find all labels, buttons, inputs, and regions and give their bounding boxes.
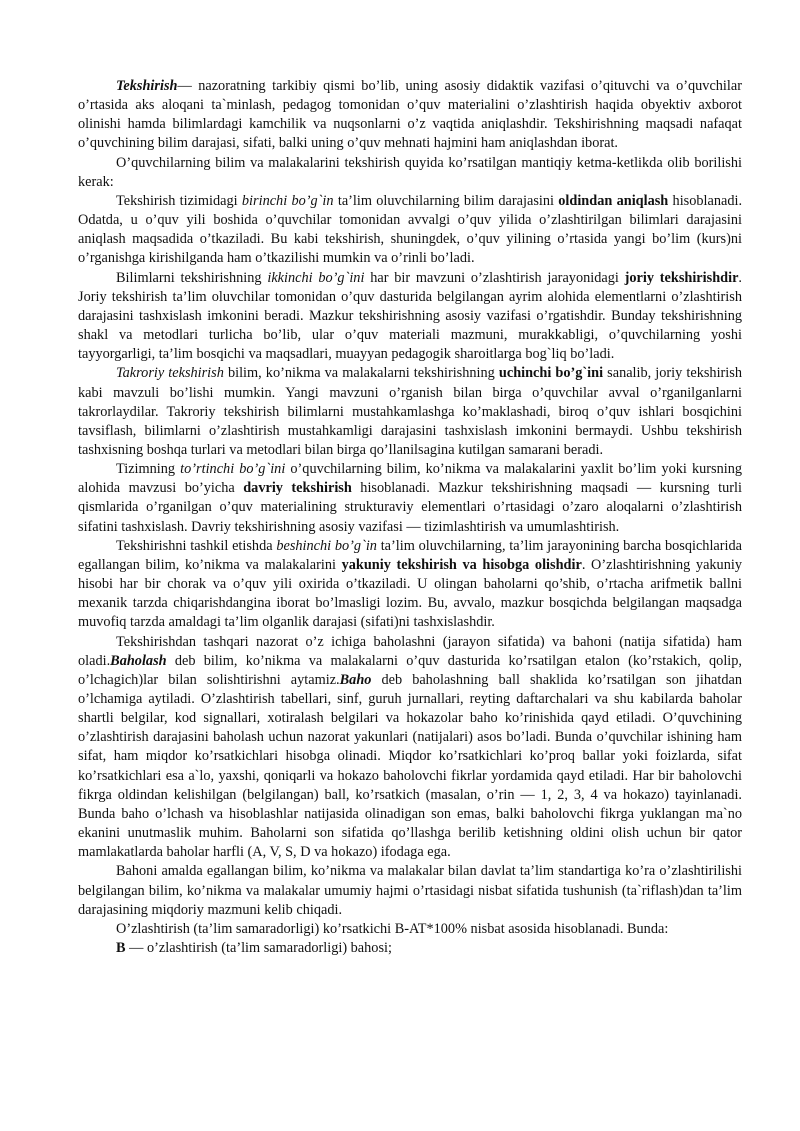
paragraph-fifth-link <box>78 537 742 633</box>
paragraph-first-link <box>78 192 742 269</box>
text: Tekshirish tizimidagi <box>116 192 242 209</box>
term-joriy-tekshirish: joriy tekshirishdir <box>624 269 739 286</box>
text: O’quvchilarning bilim va malakalarini tekshirish quyida ko’rsatilgan mantiqiy ketma-ketlikda olib borilishi kerak: <box>78 154 742 190</box>
text: hisoblanadi. Odatda, u o’quv yili boshida o’quvchilar tomonidan avvalgi o’quv yilida o’zlashtirilgan bilimlari darajasini aniqlash maqsadida o’tkaziladi. Bu kabi tekshirish, shuningdek, o’quv yilining o’rtasida yangi bo’lim (kurs)ni o’rganishga kirishilganda ham o’tkazilishi mumkin va o’rinli bo’ladi. <box>78 192 743 267</box>
text: O’zlashtirish (ta’lim samaradorligi) ko’rsatkichi B-AT*100% nisbat asosida hisoblanadi. Bunda: <box>116 920 669 937</box>
paragraph-tekshirish-definition <box>78 77 742 154</box>
term-tortinchi-bogini: to’rtinchi bo’g`ini <box>180 461 286 478</box>
text: hisoblanadi. Mazkur tekshirishning maqsadi — kursning turli qismlarida o’rganilgan o’quv materialining strukturaviy elementlari o’rtasidagi o’zaro aloqalarni o’zlashtirish sifatini tashxislash. Davriy tekshirishning asosiy vazifasi — tizimlashtirish va umumlashtirish. <box>78 480 743 535</box>
text: Tizimning <box>116 461 181 478</box>
term-davriy-tekshirish: davriy tekshirish <box>243 480 352 497</box>
paragraph-baho-ratio <box>78 862 742 919</box>
text: Tekshirishdan tashqari nazorat o’z ichiga baholashni (jarayon sifatida) va bahoni (natija sifatida) ham oladi. <box>78 633 742 669</box>
paragraph-baholash <box>78 633 742 863</box>
text: — o’zlashtirish (ta’lim samaradorligi) bahosi; <box>125 940 392 957</box>
paragraph-b-definition <box>78 939 742 958</box>
text: Tekshirishni tashkil etishda <box>116 537 277 554</box>
text: — nazoratning tarkibiy qismi bo’lib, uning asosiy didaktik vazifasi o’qituvchi va o’quvchilar o’rtasida aks aloqani ta`minlash, pedagog tomonidan o’quv materialini o’zlashtirish haqida obyektiv axborot olinishi hamda bilimlardagi kamchilik va nuqsonlarni o’z vaqtida aniqlashdir. Tekshirishning maqsadi nafaqat o’quvchining bilim darajasi, sifati, balki uning o’quv mehnati hajmini ham aniqlashdan iborat. <box>78 78 742 152</box>
text: har bir mavzuni o’zlashtirish jarayonidagi <box>364 269 625 286</box>
term-ikkinchi-bogini: ikkinchi bo’g`ini <box>267 269 365 286</box>
paragraph-sequence-intro <box>78 154 742 192</box>
paragraph-fourth-link <box>78 460 742 537</box>
text: ta’lim oluvchilarning bilim darajasini <box>333 192 559 209</box>
text: deb bilim, ko’nikma va malakalarni o’quv dasturida ko’rsatilgan etalon (ko’rstakich, qolip, o’lchagich)lar bilan solishtirishni aytamiz. <box>78 652 742 688</box>
paragraph-formula <box>78 920 742 939</box>
term-baho: Baho <box>339 671 372 688</box>
term-b: B <box>116 940 126 957</box>
text: . O’zlashtirishning yakuniy hisobi har bir chorak va o’quv yili oxirida o’tkaziladi. U olingan baholarni qo’shib, o’rtacha arifmetik ballni mexanik tarzda chiqarishdangina iborat bo’lmasligi lozim. Bu, avvalo, mazkur bosqichda belgilangan maqsadga muvofiq tarzda amaldagi ta’lim olganlik darajasi (sifati)ni tashxislashdir. <box>78 556 742 631</box>
term-yakuniy-tekshirish: yakuniy tekshirish va hisobga olishdir <box>341 556 582 573</box>
text: ta’lim oluvchilarning, ta’lim jarayonining barcha bosqichlarida egallangan bilim, ko’nikma va malakalarini <box>78 537 742 573</box>
text: sanalib, joriy tekshirish kabi mavzuli bo’lishi mumkin. Yangi mavzuni o’rganish bilan birga o’quvchilar avval o’rganilganlarni takrorlaydilar. Takroriy tekshirish bilimlarni mustahkamlashga ko’maklashadi, biroq o’quv ishlari bosqichini tavsiflash, bilimlarni o’zlashtirish mustahkamligi darajasini tashxislash imkonini bermaydi. Ushbu tekshirish tashxisning boshqa turlari va metodlari bilan birga qo’llanilsagina kutilgan samarani beradi. <box>78 365 742 458</box>
text: . Joriy tekshirish ta’lim oluvchilar tomonidan o’quv dasturida belgilangan ayrim alohida elementlarni o’zlashtirish darajasini tashxislash imkonini beradi. Mazkur tekshirishning asosiy vazifasi o’rgatishdir. Bunday tekshirishning shakl va metodlari turlicha bo’lib, ular o’quv materiali mazmuni, murakkabligi, o’quvchilarning yoshi tayyorgarligi, ta’lim bosqichi va maqsadlari, muayyan pedagogik sharoitlarga bog`liq bo’ladi. <box>78 269 742 363</box>
term-oldindan-aniqlash: oldindan aniqlash <box>558 192 669 209</box>
term-beshinchi-bogin: beshinchi bo’g`in <box>276 537 377 554</box>
paragraph-second-link <box>78 269 742 365</box>
text: deb baholashning ball shaklida ko’rsatilgan son jihatdan o’lchamiga aytiladi. O’zlashtirish tabellari, sinf, guruh jurnallari, reyting daftarchalari va shu kabilarda baholar shartli belgilar, kod signallari, xotiralash belgilari va hokazolar baho ko’rinishida qayd etiladi. O’quvchining o’zlashtirish darajasini baholash uchun nazorat yakunlari (natijalari) asos bo’ladi. Bunda o’quvchilar ishining ham sifat, ham miqdor ko’rsatkichlari hisobga olinadi. Miqdor ko’rsatkichlari ko’proq ballar yoki foizlarda, sifat ko’rsatkichlari esa a`lo, yaxshi, qoniqarli va hokazo baholovchi fikrlar yordamida qayd etiladi. Har bir baholovchi fikrga oldindan kelishilgan (belgilangan) ball, ko’rsatkich (masalan, o’rin — 1, 2, 3, 4 va hokazo) tayinlanadi. Bunda baho o’lchash va hisoblashlar natijasida olinadigan son emas, balki baholovchi fikrga yuklangan ma`no ekanini unutmaslik muhim. Baholarni son sifatida qo’llashga berilib ketishning oldini olish uchun bir qator mamlakatlarda baholar harfli (A, V, S, D va hokazo) ifodaga ega. <box>78 671 742 861</box>
term-baholash: Baholash <box>110 652 167 669</box>
text: o’quvchilarning bilim, ko’nikma va malakalarini yaxlit bo’lim yoki kursning alohida mavzusi bo’yicha <box>78 461 743 497</box>
term-uchinchi-bogini: uchinchi bo’g`ini <box>498 365 604 382</box>
paragraph-third-link <box>78 364 742 460</box>
text: Bahoni amalda egallangan bilim, ko’nikma va malakalar bilan davlat ta’lim standartiga ko’ra o’zlashtirilishi belgilangan bilim, ko’nikma va malakalar umumiy hajmi o’rtasidagi nisbat sifatida tushunish (ta`riflash)dan ta’lim darajasining miqdoriy mazmuni kelib chiqadi. <box>78 863 742 918</box>
term-takroriy-tekshirish: Takroriy tekshirish <box>116 365 224 382</box>
text: Bilimlarni tekshirishning <box>116 269 268 286</box>
term-tekshirish: Tekshirish <box>116 78 178 94</box>
text: bilim, ko’nikma va malakalarni tekshirishning <box>223 365 499 382</box>
term-birinchi-bogin: birinchi bo’g`in <box>241 192 334 209</box>
